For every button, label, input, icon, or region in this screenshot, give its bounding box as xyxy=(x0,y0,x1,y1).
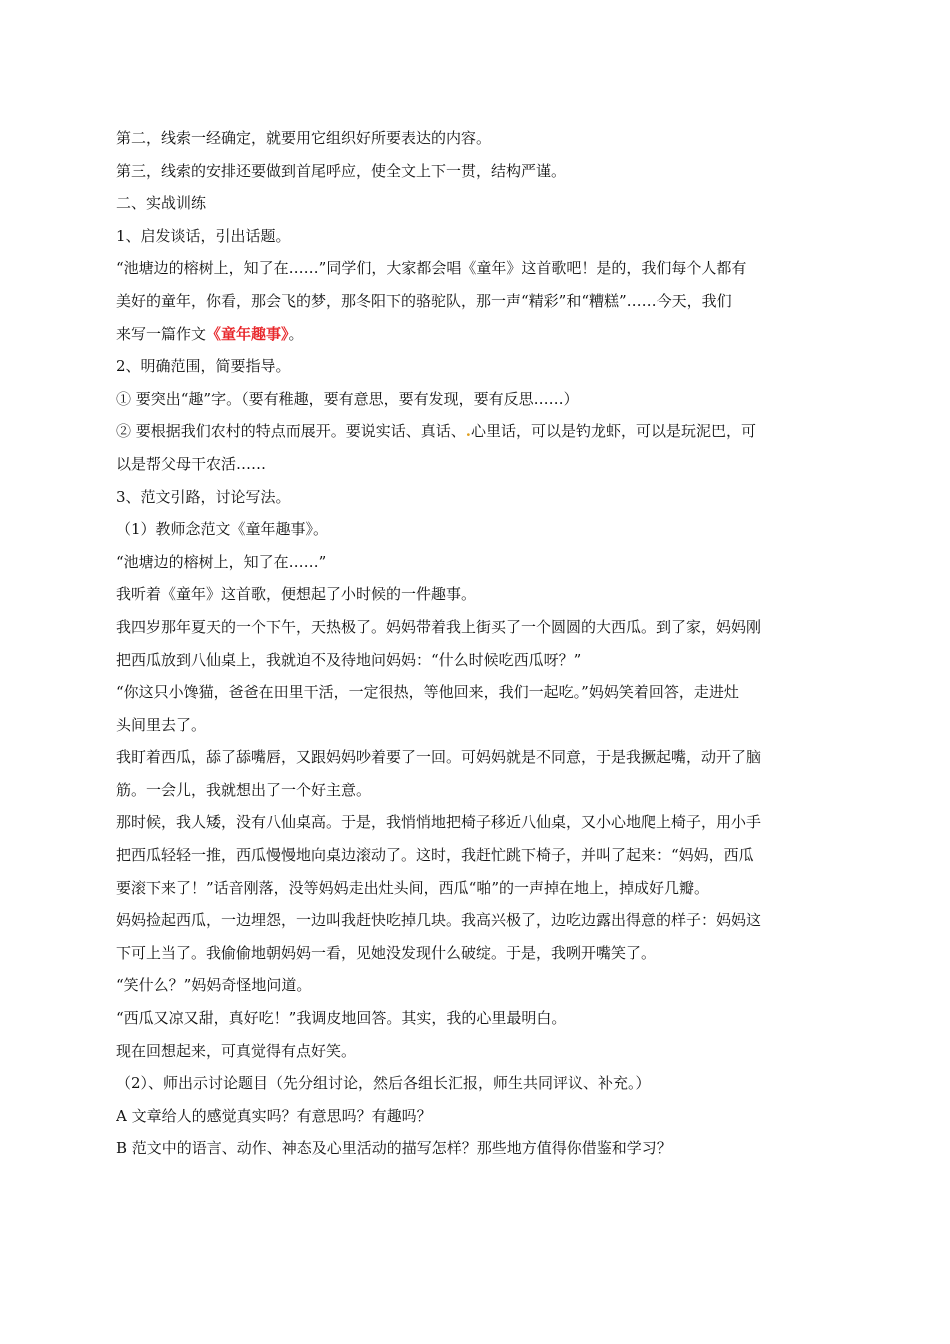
text-line-27: “笑什么？”妈妈奇怪地问道。 xyxy=(116,976,312,995)
text-line-18: “你这只小馋猫，爸爸在田里干活，一定很热，等他回来，我们一起吃。”妈妈笑着回答，走进灶 xyxy=(116,683,739,702)
text-line-16: 我四岁那年夏天的一个下午，天热极了。妈妈带着我上街买了一个圆圆的大西瓜。到了家，妈妈刚 xyxy=(116,617,762,636)
text-line-20: 我盯着西瓜，舔了舔嘴唇，又跟妈妈吵着要了一回。可妈妈就是不同意，于是我撅起嘴，动开了脑 xyxy=(116,748,762,767)
essay-title-highlight: 《童年趣事》 xyxy=(206,324,289,343)
text-line-29: 现在回想起来，可真觉得有点好笑。 xyxy=(116,1041,357,1060)
document-page xyxy=(116,122,838,1165)
text-line-2: 第三，线索的安排还要做到首尾呼应，使全文上下一贯，结构严谨。 xyxy=(116,161,567,180)
text-line-14: “池塘边的榕树上，知了在……” xyxy=(116,552,327,571)
text-line-30: （2）、师出示讨论题目（先分组讨论，然后各组长汇报，师生共同评议、补充。） xyxy=(116,1074,651,1093)
text-line-17: 把西瓜放到八仙桌上，我就迫不及待地问妈妈：“什么时候吃西瓜呀？” xyxy=(116,650,582,669)
question-b: B 范文中的语言、动作、神态及心里活动的描写怎样？那些地方值得你借鉴和学习？ xyxy=(116,1139,672,1158)
text-line-9: ① 要突出“趣”字。（要有稚趣，要有意思，要有发现，要有反思……） xyxy=(116,389,579,408)
section-heading: 二、实战训练 xyxy=(116,194,207,213)
step-heading-1: 1、启发谈话，引出话题。 xyxy=(116,226,291,245)
dot-mark: . xyxy=(465,422,472,441)
text-line-7 xyxy=(116,318,838,351)
text-line-19: 头间里去了。 xyxy=(116,715,207,734)
text-line-21: 筋。一会儿，我就想出了一个好主意。 xyxy=(116,780,372,799)
step-heading-2: 2、明确范围，简要指导。 xyxy=(116,357,291,376)
text-line-5: “池塘边的榕树上，知了在……”同学们，大家都会唱《童年》这首歌吧！是的，我们每个人都有 xyxy=(116,259,747,278)
text-line-6: 美好的童年，你看，那会飞的梦，那冬阳下的骆驼队，那一声“精彩”和“糟糕”……今天，我们 xyxy=(116,291,732,310)
question-a: A 文章给人的感觉真实吗？有意思吗？有趣吗？ xyxy=(116,1106,432,1125)
text-segment: ② 要根据我们农村的特点而展开。要说实话、真话、 xyxy=(116,422,466,441)
text-line-28: “西瓜又凉又甜，真好吃！”我调皮地回答。其实，我的心里最明白。 xyxy=(116,1009,567,1028)
text-line-1: 第二，线索一经确定，就要用它组织好所要表达的内容。 xyxy=(116,129,492,147)
text-line-22: 那时候，我人矮，没有八仙桌高。于是，我悄悄地把椅子移近八仙桌，又小心地爬上椅子，用小手 xyxy=(116,813,762,832)
text-line-25: 妈妈捡起西瓜，一边埋怨，一边叫我赶快吃掉几块。我高兴极了，边吃边露出得意的样子：妈妈这 xyxy=(116,911,762,930)
text-segment: 。 xyxy=(288,324,304,343)
text-segment: 来写一篇作文 xyxy=(116,324,207,343)
text-line-13: （1）教师念范文《童年趣事》。 xyxy=(116,520,329,539)
text-line-23: 把西瓜轻轻一推，西瓜慢慢地向桌边滚动了。这时，我赶忙跳下椅子，并叫了起来：“妈妈，西瓜 xyxy=(116,846,754,865)
text-line-15: 我听着《童年》这首歌，便想起了小时候的一件趣事。 xyxy=(116,585,477,604)
text-line-11: 以是帮父母干农活…… xyxy=(116,454,267,473)
text-segment: 心里话，可以是钓龙虾，可以是玩泥巴，可 xyxy=(471,422,757,441)
text-line-10 xyxy=(116,415,838,448)
text-line-26: 下可上当了。我偷偷地朝妈妈一看，见她没发现什么破绽。于是，我咧开嘴笑了。 xyxy=(116,943,657,962)
text-line-24: 要滚下来了！”话音刚落，没等妈妈走出灶头间，西瓜“啪”的一声掉在地上，掉成好几瓣。 xyxy=(116,878,710,897)
step-heading-3: 3、范文引路，讨论写法。 xyxy=(116,487,291,506)
